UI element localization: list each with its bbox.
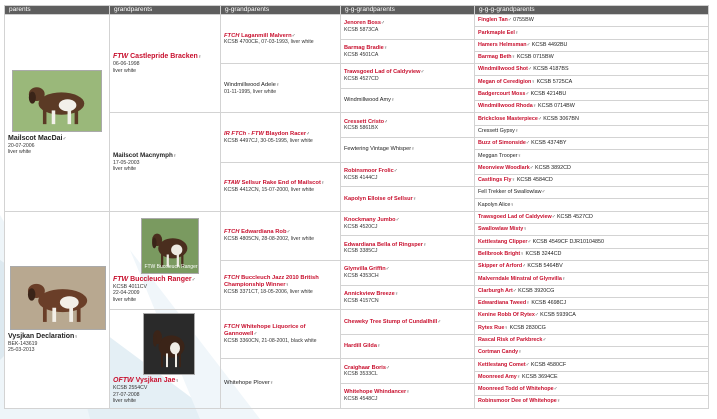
ggggp-cell (475, 76, 709, 88)
gggp-line1: KCSB 3385CJ (344, 248, 378, 255)
sex-symbol: ♂ (522, 263, 526, 270)
ggggp-cell (475, 162, 709, 174)
pedigree-row (5, 113, 709, 125)
ggggp-name[interactable]: Finglen Tan (478, 17, 508, 24)
gggp-cell (341, 260, 475, 285)
ggggp-cell (475, 396, 709, 408)
gggp-cell (341, 359, 475, 384)
grandparent-cell (110, 211, 221, 309)
sex-symbol: ♀ (514, 29, 519, 36)
title: FTCH (224, 275, 240, 282)
parent-cell (5, 211, 110, 408)
grandparent-photo (141, 218, 199, 274)
sex-symbol: ♀ (520, 250, 524, 257)
grandparent-line3: liver white (113, 397, 137, 404)
sex-symbol: ♀ (511, 177, 516, 184)
ggggp-cell (475, 187, 709, 199)
grandparent-name[interactable] (113, 53, 198, 60)
grandparent-line1: KCSB 4011CV (113, 284, 147, 291)
sex-symbol: ♂ (525, 91, 530, 98)
parent-line2: 25-03-2013 (8, 347, 35, 354)
photo-caption: FTW Buccleuch Ranger (144, 264, 198, 271)
ggggp-name[interactable]: Kapolyn Alice (478, 201, 511, 208)
gggp-line1: KCSB 4548CJ (344, 395, 378, 402)
sex-symbol: ♀ (269, 380, 274, 387)
ggp-cell (221, 162, 341, 211)
gggp-name[interactable]: Hardill Gilda (344, 343, 377, 350)
ggggp-cell (475, 27, 709, 39)
sex-symbol: ♂ (286, 229, 291, 236)
sex-symbol: ♀ (532, 103, 537, 110)
ggggp-cell (475, 297, 709, 309)
sex-symbol: ♀ (197, 54, 202, 61)
title: FTCH (224, 324, 240, 331)
sex-symbol: ♂ (253, 331, 258, 338)
sex-symbol: ♂ (420, 69, 425, 76)
grandparent-name[interactable]: Mailscot Macnymph (113, 151, 173, 159)
sex-symbol: ♀ (376, 343, 381, 350)
gggp-name[interactable]: Glynvilla Griffin (344, 266, 386, 273)
ggggp-name[interactable]: Trawsgoed Lad of Caldyview (478, 214, 552, 221)
ggp-name[interactable] (224, 324, 306, 337)
ggggp-name[interactable]: Cortman Candy (478, 349, 519, 356)
grandparent-line2: liver white (113, 165, 137, 172)
ggggp-reg: KCSB 3920CG (518, 287, 555, 294)
ggggp-cell (475, 64, 709, 76)
parent-photo (10, 266, 106, 330)
ggp-name-text: Laganmill Malvern (241, 32, 292, 39)
ggggp-reg: KCSB 3694CE (522, 373, 558, 380)
gggp-cell (341, 383, 475, 408)
gggp-name[interactable]: Cressett Cristo (344, 118, 385, 125)
ggggp-name[interactable]: Kettlestang Comet (478, 361, 526, 368)
gggp-line1: KCSB 5861BX (344, 125, 379, 132)
gggp-line1: KCSB 4144CJ (344, 174, 378, 181)
ggggp-name[interactable]: Robinsmoor Dee of Whitehope (478, 398, 557, 405)
header-g-g-grandparents: g-g-grandparents (341, 6, 475, 15)
sex-symbol: ♂ (62, 136, 67, 143)
ggggp-cell (475, 39, 709, 51)
grandparent-line1: KCSB 2554CV (113, 385, 148, 392)
ggp-cell (221, 64, 341, 113)
ggggp-name[interactable]: Badgercourt Moss (478, 91, 526, 98)
ggggp-cell (475, 260, 709, 272)
grandparent-name-text: Castlepride Bracken (130, 53, 198, 61)
sex-symbol: ♀ (285, 281, 290, 288)
sex-symbol: ♂ (393, 167, 398, 174)
parent-line2: liver white (8, 149, 32, 156)
sex-symbol: ♀ (556, 398, 561, 405)
ggggp-reg: KCSB 5725CA (536, 78, 573, 85)
sex-symbol: ♂ (541, 189, 546, 196)
ggggp-name[interactable]: Buzz of Simonside (478, 140, 526, 147)
gggp-cell (341, 187, 475, 212)
ggp-cell (221, 310, 341, 359)
sex-symbol: ♂ (191, 277, 196, 284)
sex-symbol: ♀ (175, 378, 180, 385)
gggp-name[interactable]: Windmillwood Amy (344, 97, 391, 104)
ggggp-reg: KCSB 0714BW (538, 103, 575, 110)
ggggp-reg: KCSB 0715BW (516, 54, 554, 61)
ggp-cell (221, 211, 341, 260)
sex-symbol: ♀ (504, 324, 509, 331)
ggggp-reg: KCSB 4549CF DJR10104850 (532, 238, 604, 245)
parent-line1: BEK-143619 (8, 340, 38, 347)
gggp-line1: KCSB 4353CH (344, 272, 379, 279)
ggggp-cell (475, 310, 709, 322)
pedigree-table (4, 5, 709, 409)
sex-symbol: ♂ (527, 238, 532, 245)
grandparent-line1: 06-06-1998 (113, 61, 140, 68)
ggggp-reg: KCSB 3892CD (534, 164, 571, 171)
ggggp-cell (475, 101, 709, 113)
ggggp-name[interactable]: Castlings Fly (478, 177, 512, 184)
sex-symbol: ♀ (516, 373, 521, 380)
gggp-line1: KCSB 4527CD (344, 76, 379, 83)
gggp-name[interactable]: Barmag Bradie (344, 44, 384, 51)
sex-symbol: ♀ (390, 97, 395, 104)
gggp-cell (341, 162, 475, 187)
sex-symbol: ♂ (512, 287, 517, 294)
title: OFTW (113, 377, 134, 385)
sex-symbol: ♀ (561, 275, 566, 282)
grandparent-line3: liver white (113, 296, 137, 303)
gggp-cell (341, 88, 475, 113)
grandparent-name-text: Vysjkan Jae (135, 377, 176, 385)
sex-symbol: ♂ (551, 214, 556, 221)
gggp-cell (341, 64, 475, 89)
parent-line1: 20-07-2006 (8, 143, 35, 150)
sex-symbol: ♂ (437, 318, 441, 325)
ggggp-name[interactable]: Fell Trekker of Swallowlaw (478, 189, 542, 196)
ggggp-name[interactable]: Malverndale Minstral of Glynvilla (478, 275, 562, 282)
ggggp-name[interactable]: Moonreed Amy (478, 373, 517, 380)
sex-symbol: ♂ (542, 336, 547, 343)
gggp-name[interactable]: Trawsgoed Lad of Caldyview (344, 69, 421, 76)
ggggp-name[interactable]: Rascal Risk of Parkbreck (478, 336, 543, 343)
sex-symbol: ♀ (514, 127, 519, 134)
grandparent-name[interactable] (113, 377, 175, 384)
sex-symbol: ♂ (525, 140, 530, 147)
sex-symbol: ♂ (537, 115, 542, 122)
ggggp-name[interactable]: Swallowlaw Misty (478, 226, 524, 233)
ggggp-cell (475, 383, 709, 395)
ggggp-name[interactable]: Moonreed Todd of Whitehope (478, 386, 554, 393)
ggggp-reg: KCSB 5464BV (527, 263, 563, 270)
header-parents: parents (5, 6, 110, 15)
gggp-cell (341, 310, 475, 335)
ggggp-reg: 0755BW (513, 17, 534, 24)
ggggp-name[interactable]: Rytex Rue (478, 324, 505, 331)
sex-symbol: ♀ (411, 146, 415, 153)
ggggp-cell (475, 224, 709, 236)
ggggp-name[interactable]: Bellbrook Bright (478, 250, 521, 257)
ggp-name[interactable]: Windmillwood Adele (224, 81, 276, 88)
ggggp-cell (475, 51, 709, 63)
ggggp-name[interactable]: Meggan Trooper (478, 152, 518, 159)
sex-symbol: ♂ (385, 364, 390, 371)
title: IR FTCh - FTW (224, 130, 264, 137)
ggggp-name[interactable]: Kettlestang Clipper (478, 238, 528, 245)
ggggp-reg: KCSB 4214BU (530, 91, 567, 98)
gggp-name[interactable]: Annickview Breeze (344, 290, 395, 297)
ggp-name[interactable] (224, 180, 321, 186)
ggggp-name[interactable]: Cressett Gypsy (478, 127, 515, 134)
ggggp-name[interactable]: Barmag Beth (478, 54, 512, 61)
sex-symbol: ♀ (518, 349, 522, 356)
grandparent-name[interactable] (113, 276, 192, 283)
ggggp-name[interactable]: Kenine Robb Of Rytex (478, 312, 535, 319)
grandparent-photo (143, 313, 195, 375)
ggggp-reg: KCSB 4580CF (530, 361, 567, 368)
ggggp-cell (475, 113, 709, 125)
header-g-grandparents: g-grandparents (221, 6, 341, 15)
grandparent-name-text: Buccleuch Ranger (130, 276, 192, 284)
gggp-cell (341, 236, 475, 261)
dog-photo-icon (144, 314, 194, 374)
pedigree-row (5, 211, 709, 223)
ggp-line1: KCSB 3371CT, 18-05-2006, liver white (224, 288, 313, 295)
ggggp-reg: KCSB 4187BS (533, 66, 569, 73)
title: FTCH (224, 32, 240, 39)
ggggp-name[interactable]: Parkmaple Eel (478, 29, 515, 36)
ggp-line1: KCSB 4497CJ, 30-05-1995, liver white (224, 137, 313, 144)
ggp-cell (221, 113, 341, 162)
gggp-line1: KCSB 5873CA (344, 27, 379, 34)
header-row (5, 6, 709, 15)
sex-symbol: ♂ (385, 266, 390, 273)
sex-symbol: ♂ (525, 361, 530, 368)
grandparent-cell (110, 113, 221, 211)
ggggp-name[interactable]: Brickclose Masterpiece (478, 115, 538, 122)
sex-symbol: ♀ (510, 201, 515, 208)
ggggp-reg: KCSB 4374BY (531, 140, 567, 147)
ggggp-cell (475, 236, 709, 248)
ggp-name[interactable] (224, 275, 319, 288)
sex-symbol: ♀ (526, 300, 530, 307)
ggp-name[interactable] (224, 33, 292, 39)
ggggp-cell (475, 15, 709, 27)
ggp-cell (221, 359, 341, 408)
ggggp-cell (475, 285, 709, 297)
dog-photo-icon (13, 71, 101, 131)
sex-symbol: ♀ (383, 44, 388, 51)
gggp-name[interactable]: Whitehope Whindancer (344, 389, 407, 396)
ggggp-cell (475, 88, 709, 100)
ggggp-cell (475, 334, 709, 346)
sex-symbol: ♀ (172, 152, 177, 159)
grandparent-line2: 27-07-2008 (113, 391, 140, 398)
ggp-name[interactable]: Whitehope Plover (224, 380, 270, 387)
gggp-line1: KCSB 4501CA (344, 51, 379, 58)
ggggp-reg: KCSB 4492BU (531, 41, 568, 48)
gggp-cell (341, 137, 475, 162)
ggggp-name[interactable]: Clarburgh Art (478, 287, 513, 294)
ggggp-cell (475, 347, 709, 359)
sex-symbol: ♂ (507, 17, 512, 24)
gggp-name[interactable]: Jenoren Boss (344, 20, 381, 27)
sex-symbol: ♂ (526, 41, 531, 48)
ggggp-cell (475, 125, 709, 137)
sex-symbol: ♂ (384, 118, 388, 125)
ggggp-reg: KCSB 3244CD (525, 250, 562, 257)
ggp-name-text: Edwardiana Rob (241, 229, 287, 236)
ggp-line1: 01-11-1995, liver white (224, 88, 277, 95)
sex-symbol: ♀ (74, 333, 79, 340)
gggp-cell (341, 39, 475, 64)
parent-name[interactable]: Mailscot MacDai (8, 135, 63, 143)
ggggp-cell (475, 137, 709, 149)
gggp-name[interactable]: Knockmany Jumbo (344, 217, 396, 224)
ggggp-reg: KCSB 4698CJ (531, 300, 567, 307)
gggp-line1: KCSB 3533CL (344, 371, 378, 378)
ggggp-reg: KCSB 4584CD (516, 177, 553, 184)
ggp-line1: KCSB 4412CN, 15-07-2000, liver white (224, 186, 314, 193)
sex-symbol: ♀ (422, 241, 427, 248)
grandparent-line2: liver white (113, 67, 137, 74)
ggp-line1: KCSB 3360CN, 21-08-2001, black white (224, 337, 317, 344)
ggggp-cell (475, 273, 709, 285)
ggggp-cell (475, 322, 709, 334)
ggggp-reg: KCSB 4527CD (556, 214, 593, 221)
ggp-cell (221, 260, 341, 309)
ggp-name-text: Sellsur Rake End of Mailscot (241, 180, 321, 187)
ggp-name-text: Buccleuch Jazz 2010 British Championship Winner (224, 275, 319, 288)
title: FTCH (224, 229, 240, 236)
ggggp-cell (475, 174, 709, 186)
sex-symbol: ♂ (395, 217, 400, 224)
sex-symbol: ♂ (529, 164, 534, 171)
pedigree-row (5, 15, 709, 27)
sex-symbol: ♀ (320, 180, 325, 187)
gggp-cell (341, 285, 475, 310)
ggggp-cell (475, 150, 709, 162)
sex-symbol: ♂ (381, 20, 385, 27)
sex-symbol: ♂ (534, 312, 539, 319)
gggp-name[interactable]: Fewtering Vintage Whisper (344, 146, 412, 153)
gggp-cell (341, 15, 475, 40)
ggggp-reg: KCSB 5939CA (540, 312, 576, 319)
grandparent-line1: 17-05-2003 (113, 159, 140, 166)
grandparent-cell (110, 15, 221, 113)
ggp-cell (221, 15, 341, 64)
dog-photo-icon (11, 267, 105, 329)
ggggp-name[interactable]: Windmillwood Rhoda (478, 103, 533, 110)
gggp-name[interactable]: Craighaar Boris (344, 364, 386, 371)
ggggp-name[interactable]: Edwardiana Tweed (478, 300, 527, 307)
ggggp-cell (475, 248, 709, 260)
sex-symbol: ♀ (275, 81, 280, 88)
title: FTAW (224, 180, 240, 187)
header-g-g-g-grandparents: g-g-g-grandparents (475, 6, 709, 15)
title: FTW (113, 276, 129, 284)
gggp-line1: KCSB 4520CJ (344, 223, 378, 230)
gggp-cell (341, 211, 475, 236)
gggp-cell (341, 113, 475, 138)
ggp-name[interactable] (224, 229, 287, 235)
parent-cell (5, 15, 110, 212)
sex-symbol: ♀ (517, 152, 522, 159)
sex-symbol: ♂ (306, 130, 310, 137)
header-grandparents: grandparents (110, 6, 221, 15)
parent-photo (12, 70, 102, 132)
gggp-name[interactable]: Robinsmoor Frolic (344, 167, 394, 174)
ggggp-name[interactable]: Skipper of Arford (478, 263, 523, 270)
sex-symbol: ♂ (291, 32, 296, 39)
parent-name[interactable]: Vysjkan Declaration (8, 332, 75, 340)
ggggp-name[interactable]: Megan of Ceredigion (478, 78, 532, 85)
gggp-name[interactable]: Edwardiana Bella of Ringsper (344, 241, 423, 248)
ggggp-name[interactable]: Windmillwood Shot (478, 66, 528, 73)
ggggp-reg: KCSB 3067BN (543, 115, 579, 122)
gggp-name[interactable]: Kapolyn Elloise of Sellsur (344, 195, 413, 202)
ggggp-reg: KCSB 2830CG (509, 324, 546, 331)
grandparent-line2: 22-04-2009 (113, 290, 140, 297)
gggp-name[interactable]: Cheweky Tree Stump of Cundallhill (344, 318, 438, 325)
sex-symbol: ♀ (531, 78, 536, 85)
gggp-line1: KCSB 4157CN (344, 297, 379, 304)
ggggp-cell (475, 371, 709, 383)
sex-symbol: ♀ (406, 389, 410, 396)
sex-symbol: ♀ (394, 290, 399, 297)
ggggp-cell (475, 199, 709, 211)
ggggp-name[interactable]: Hamers Helmsman (478, 41, 527, 48)
ggggp-cell (475, 359, 709, 371)
grandparent-cell (110, 310, 221, 408)
ggggp-cell (475, 211, 709, 223)
sex-symbol: ♀ (412, 195, 417, 202)
ggp-line1: KCSB 4700CE, 07-03-1993, liver white (224, 39, 314, 46)
ggggp-name[interactable]: Meonview Woodlark (478, 164, 530, 171)
ggp-line1: KCSB 4805CN, 28-08-2002, liver white (224, 236, 314, 243)
sex-symbol: ♂ (527, 66, 532, 73)
title: FTW (113, 53, 129, 61)
ggp-name-text: Blaydon Racer (265, 130, 307, 137)
ggp-name[interactable] (224, 131, 306, 137)
sex-symbol: ♀ (523, 226, 527, 233)
ggp-name-text: Whitehope Liquorice of Gannowell (224, 324, 306, 338)
sex-symbol: ♂ (553, 386, 558, 393)
pedigree-row (5, 310, 709, 322)
sex-symbol: ♀ (511, 54, 516, 61)
gggp-cell (341, 334, 475, 359)
